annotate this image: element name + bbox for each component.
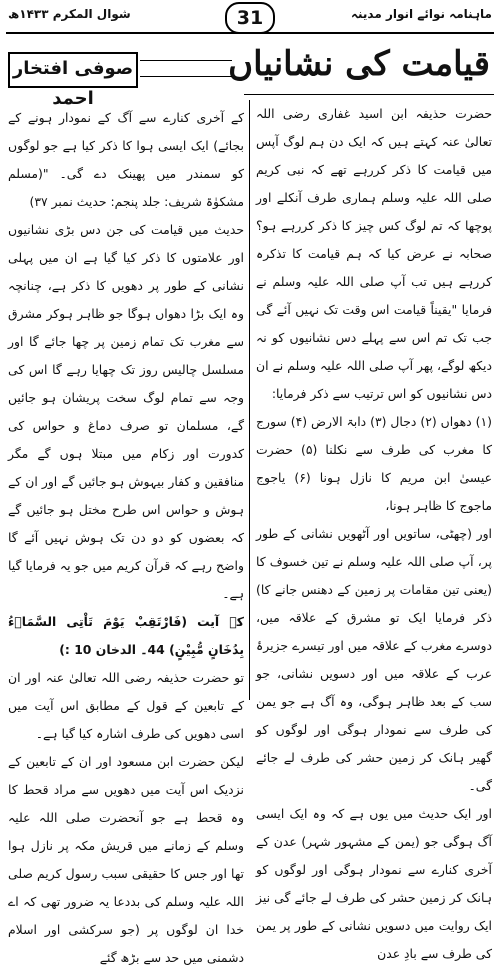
quran-verse: کہ آیت (فَارْتَقِبْ یَوْمَ تَاْتِی السَّمَاۗءُ بِدُخَانٍ مُّبِیْنٍ) 44۔ الدخان 10 :): [8, 614, 244, 657]
article-title: قیامت کی نشانیاں: [228, 44, 490, 84]
magazine-name: ماہنامہ نوائے انوار مدینہ: [350, 7, 492, 21]
decorative-rule: [140, 60, 232, 61]
paragraph: حدیث میں قیامت کی جن دس بڑی نشانیوں اور علامتوں کا ذکر کیا گیا ہے ان میں پہلی نشانی کے طور پر دھویں کا ذکر ہے، چنانچہ وہ ایک بڑا دھواں ہوگا جو ظاہر ہوکر مشرق سے مغرب تک تمام زمین پر چھا جائے گا اور مسلسل چالیس روز تک چھایا رہے گا اس کی وجہ سے تمام لوگ سخت پریشان ہو جائیں گے، مسلمان تو صرف دماغ و حواس کی کدورت اور زکام میں مبتلا ہوں گے مگر منافقین و کفار بیہوش ہو جائیں گے اور ان کے ہوش و حواس اس طرح مختل ہو جائیں گے کہ بعضوں کو دو دن تک ہوش نہیں آئے گا واضح رہے کہ قرآن کریم میں جو یہ فرمایا گیا ہے۔: [8, 222, 244, 601]
page-number: 31: [225, 2, 275, 34]
paragraph: تو حضرت حذیفہ رضی اللہ تعالیٰ عنہ اور ان کے تابعین کے قول کے مطابق اس آیت میں اسی دھویں کی طرف اشارہ کیا گیا ہے۔: [8, 670, 244, 741]
decorative-rule: [140, 76, 232, 77]
paragraph: (۱) دھواں (۲) دجال (۳) دابۃ الارض (۴) سورج کا مغرب کی طرف سے نکلنا (۵) حضرت عیسیٰ ابن مریم کا نازل ہونا (۶) یاجوج ماجوج کا ظاہر ہونا،: [256, 414, 492, 513]
issue-date: شوال المکرم ۱۴۳۳ھ: [8, 7, 131, 21]
paragraph: اور ایک حدیث میں یوں ہے کہ وہ ایک ایسی آگ ہوگی جو (یمن کے مشہور شہر) عدن کے آخری کنارے سے نمودار ہوگی اور لوگوں کو ہانک کر زمین حشر کی طرف لے جائے گی نیز ایک روایت میں دسویں نشانی کے طور پر یمن کی طرف سے بادِ عدن: [256, 806, 492, 961]
page-header: [6, 2, 494, 34]
paragraph: حضرت حذیفہ ابن اسید غفاری رضی اللہ تعالیٰ عنہ کہتے ہیں کہ ایک دن ہم لوگ آپس میں قیامت کا ذکر کررہے تھے کہ نبی کریم صلی اللہ علیہ وسلم ہماری طرف آنکلے اور پوچھا کہ تم لوگ کس چیز کا ذکر کررہے ہو؟ صحابہ نے عرض کیا کہ ہم قیامت کا تذکرہ کررہے ہیں تب آپ صلی اللہ علیہ وسلم نے فرمایا "یقیناً قیامت اس وقت تک نہیں آئے گی جب تک تم اس سے پہلے دس نشانیوں کو نہ دیکھ لوگے، پھر آپ صلی اللہ علیہ وسلم نے ان دس نشانیوں کو اس ترتیب سے ذکر فرمایا:: [256, 106, 492, 401]
paragraph: لیکن حضرت ابن مسعود اور ان کے تابعین کے نزدیک اس آیت میں دھویں سے مراد قحط کا وہ قحط ہے جو آنحضرت صلی اللہ علیہ وسلم کے زمانے میں قریش مکہ پر نازل ہوا تھا اور جس کا حقیقی سبب رسول کریم صلی اللہ علیہ وسلم کی بددعا یہ ضرور تھی کہ اے خدا ان لوگوں پر (جو سرکشی اور اسلام دشمنی میں حد سے بڑھ گئے: [8, 754, 244, 965]
column-divider: [249, 100, 250, 700]
paragraph: کے آخری کنارے سے آگ کے نمودار ہونے کے بجائے) ایک ایسی ہوا کا ذکر کیا ہے جو لوگوں کو سمندر میں پھینک دے گی۔ "(مسلم مشکوٰۃ شریف: جلد پنجم: حدیث نمبر ۳۷): [8, 110, 244, 209]
title-block: [228, 38, 494, 95]
paragraph: اور (چھٹی، ساتویں اور آٹھویں نشانی کے طور پر، آپ صلی اللہ علیہ وسلم نے تین خسوف کا (یعنی تین مقامات پر زمین کے دھنس جانے کا) ذکر فرمایا ایک تو مشرق کے علاقہ میں، دوسرے مغرب کے علاقہ میں اور تیسرے جزیرۂ عرب کے علاقہ میں اور دسویں نشانی، جو سب کے بعد ظاہر ہوگی، وہ آگ ہے جو یمن کی طرف سے نمودار ہوگی اور لوگوں کو گھیر ہانک کر زمین حشر کی طرف لے جائے گی۔: [256, 526, 492, 793]
left-column: [8, 104, 244, 965]
author-name: صوفی افتخار احمد: [8, 52, 138, 88]
right-column: [256, 100, 492, 961]
